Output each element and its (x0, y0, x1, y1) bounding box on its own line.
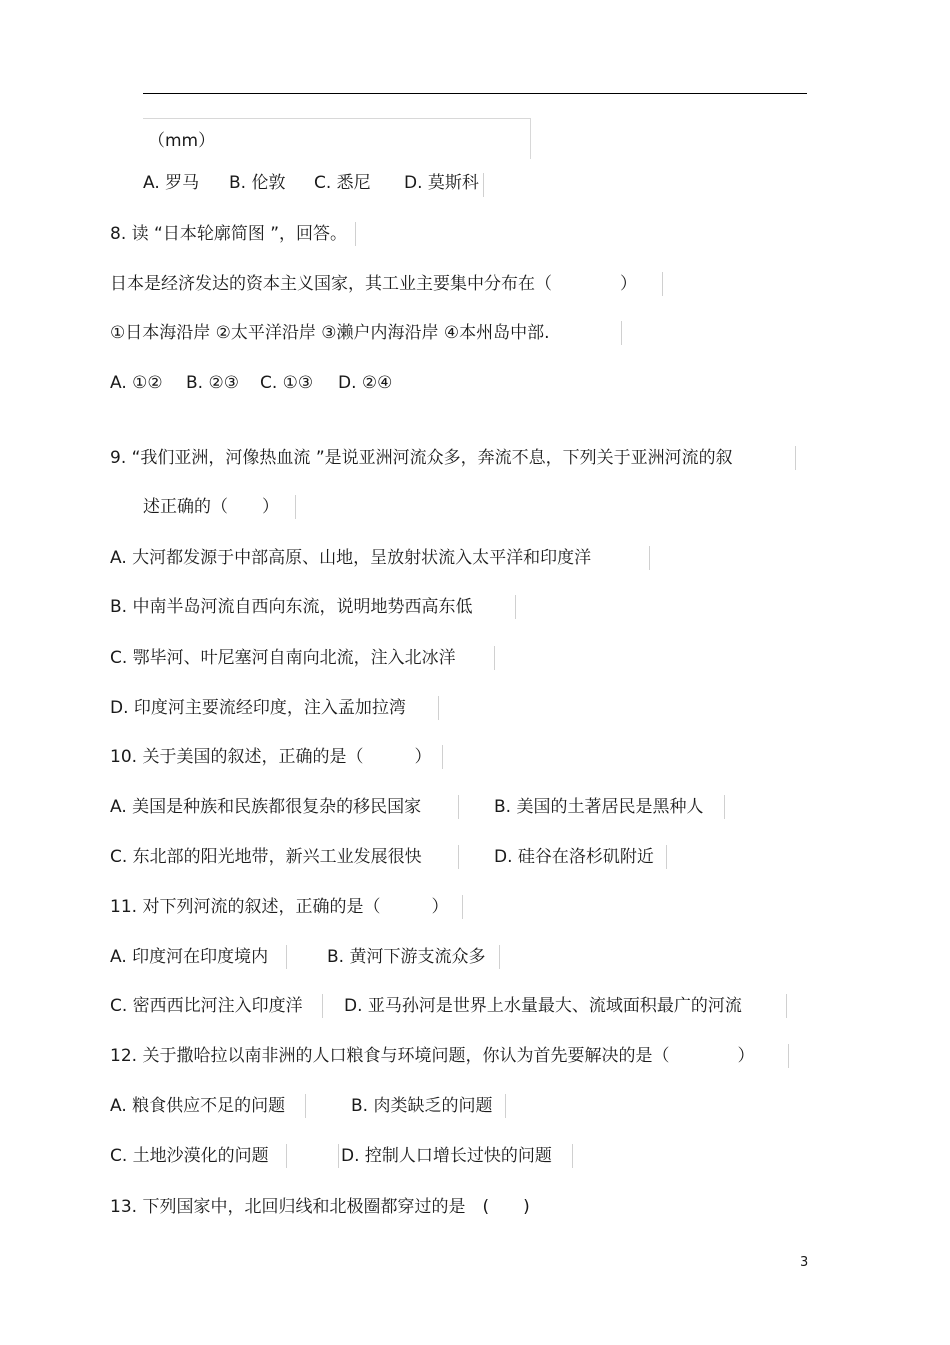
q7-option-d: D. 莫斯科 (404, 173, 479, 193)
q8-option-c: C. ①③ (260, 373, 314, 393)
separator (458, 845, 459, 869)
page-number: 3 (800, 1255, 809, 1270)
q13-stem: 13. 下列国家中，北回归线和北极圈都穿过的是 ( ) (110, 1197, 530, 1217)
q8-option-a: A. ①② (110, 373, 163, 393)
separator (505, 1094, 506, 1118)
q11-option-c: C. 密西西比河注入印度洋 (110, 996, 303, 1016)
separator (666, 845, 667, 869)
separator (649, 546, 650, 570)
separator (788, 1044, 789, 1068)
separator (572, 1144, 573, 1168)
q11-option-d: D. 亚马孙河是世界上水量最大、流域面积最广的河流 (344, 996, 742, 1016)
q10-option-b: B. 美国的土著居民是黑种人 (494, 797, 704, 817)
separator (483, 173, 484, 197)
q12-option-b: B. 肉类缺乏的问题 (351, 1096, 493, 1116)
separator (662, 272, 663, 296)
separator (322, 994, 323, 1018)
separator (295, 495, 296, 519)
q7-option-b: B. 伦敦 (229, 173, 286, 193)
header-rule (143, 93, 807, 94)
separator (515, 595, 516, 619)
separator (286, 1144, 287, 1168)
separator (494, 646, 495, 670)
q9-stem-line1: 9. “我们亚洲，河像热血流 ”是说亚洲河流众多，奔流不息，下列关于亚洲河流的叙 (110, 448, 733, 468)
q8-stem: 8. 读 “日本轮廓简图 ”，回答。 (110, 224, 348, 244)
separator (458, 795, 459, 819)
separator (286, 945, 287, 969)
q8-option-b: B. ②③ (186, 373, 239, 393)
q12-stem: 12. 关于撒哈拉以南非洲的人口粮食与环境问题，你认为首先要解决的是（ ） (110, 1046, 755, 1066)
separator (462, 895, 463, 919)
separator (338, 1144, 339, 1168)
q9-stem-line2: 述正确的（ ） (143, 497, 279, 517)
q8-items: ①日本海沿岸 ②太平洋沿岸 ③濑户内海沿岸 ④本州岛中部. (110, 323, 550, 343)
q10-option-d: D. 硅谷在洛杉矶附近 (494, 847, 654, 867)
q11-stem: 11. 对下列河流的叙述，正确的是（ ） (110, 897, 449, 917)
separator (355, 222, 356, 246)
q12-option-a: A. 粮食供应不足的问题 (110, 1096, 286, 1116)
q11-option-b: B. 黄河下游支流众多 (327, 947, 486, 967)
unit-label: （mm） (148, 131, 216, 151)
q10-stem: 10. 关于美国的叙述，正确的是（ ） (110, 747, 432, 767)
separator (724, 795, 725, 819)
separator (621, 321, 622, 345)
q10-option-a: A. 美国是种族和民族都很复杂的移民国家 (110, 797, 422, 817)
q9-option-c: C. 鄂毕河、叶尼塞河自南向北流，注入北冰洋 (110, 648, 456, 668)
q9-option-a: A. 大河都发源于中部高原、山地，呈放射状流入太平洋和印度洋 (110, 548, 592, 568)
q9-option-d: D. 印度河主要流经印度，注入孟加拉湾 (110, 698, 406, 718)
separator (786, 994, 787, 1018)
separator (438, 696, 439, 720)
q9-option-b: B. 中南半岛河流自西向东流，说明地势西高东低 (110, 597, 473, 617)
separator (305, 1094, 306, 1118)
q7-option-c: C. 悉尼 (314, 173, 371, 193)
separator (795, 446, 796, 470)
q11-option-a: A. 印度河在印度境内 (110, 947, 269, 967)
q10-option-c: C. 东北部的阳光地带，新兴工业发展很快 (110, 847, 422, 867)
q8-option-d: D. ②④ (338, 373, 393, 393)
separator (499, 945, 500, 969)
q8-question: 日本是经济发达的资本主义国家，其工业主要集中分布在（ ） (110, 274, 637, 294)
q12-option-c: C. 土地沙漠化的问题 (110, 1146, 269, 1166)
q7-option-a: A. 罗马 (143, 173, 200, 193)
q12-option-d: D. 控制人口增长过快的问题 (341, 1146, 552, 1166)
separator (442, 745, 443, 769)
